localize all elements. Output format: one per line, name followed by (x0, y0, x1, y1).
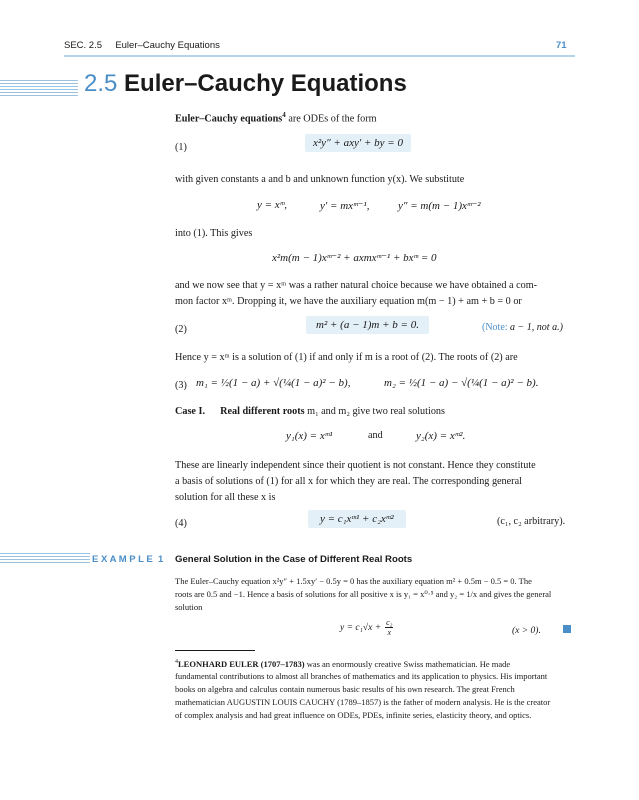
section-heading-rules (0, 80, 78, 96)
footnote-rule (175, 650, 255, 651)
footnote-line-2: fundamental contributions to almost all branches of mathematics and its application to physics. His important (175, 671, 548, 681)
footnote-line-3: books on algebra and calculus contain numerous basic results of his own research. The great French (175, 684, 515, 694)
case-rest: m₁ and m₂ give two real solutions (304, 406, 445, 417)
solution-fraction (385, 618, 393, 637)
eq2-note (482, 322, 563, 333)
paragraph-given: with given constants a and b and unknown function y(x). We substitute (175, 174, 465, 185)
eq2-note-rest: a − 1, not a.) (510, 322, 563, 333)
paragraph-into: into (1). This gives (175, 228, 253, 239)
example-line-1: The Euler–Cauchy equation x²y″ + 1.5xy′ − 0.5y = 0 has the auxiliary equation m² + 0.5m − 0.5 = 0. The (175, 576, 532, 586)
intro-rest: are ODEs of the form (285, 113, 377, 125)
case-title: Real different roots (220, 406, 305, 417)
example-line-2: roots are 0.5 and −1. Hence a basis of solutions for all positive x is y₁ = x⁰·⁵ and y₂ = 1/x and gives the general (175, 589, 552, 599)
paragraph-indep-1: These are linearly independent since their quotient is not constant. Hence they constitute (175, 460, 536, 471)
eq4-label: (4) (175, 518, 187, 529)
eq4-note: (c₁, c₂ arbitrary). (497, 516, 566, 527)
eq2: m² + (a − 1)m + b = 0. (306, 316, 429, 334)
intro-bold: Euler–Cauchy equations (175, 113, 283, 125)
eq2-box (306, 319, 429, 331)
solution-numerator: c₂ (386, 618, 393, 627)
eq1-box (305, 137, 411, 149)
footnote-line1-rest: was an enormously creative Swiss mathematician. He made (304, 658, 511, 669)
paragraph-hence: Hence y = xᵐ is a solution of (1) if and only if m is a root of (2). The roots of (2) are (175, 352, 518, 363)
footnote-mark: 4 (175, 659, 178, 665)
eq3-m1: m₁ = ½(1 − a) + √(¼(1 − a)² − b), (196, 377, 351, 389)
eq2-label: (2) (175, 324, 187, 335)
eq1-label: (1) (175, 142, 187, 153)
end-of-example-icon (563, 625, 571, 633)
example-rules (0, 553, 90, 565)
section-number: 2.5 (84, 70, 118, 97)
footnote-name: LEONHARD EULER (1707–1783) (178, 658, 305, 669)
paragraph-indep-3: solution for all these x is (175, 492, 276, 503)
paragraph-and-1: and we now see that y = xᵐ was a rather natural choice because we have obtained a com- (175, 280, 538, 291)
header-title: Euler–Cauchy Equations (115, 40, 220, 51)
eq-sub-1: y = xᵐ, (257, 199, 288, 211)
eq-y2: y₂(x) = xᵐ². (416, 430, 466, 442)
section-heading (84, 70, 407, 98)
eq-sub-2: y′ = mxᵐ⁻¹, (320, 200, 370, 212)
example-solution (340, 618, 393, 637)
eq-sub-3: y″ = m(m − 1)xᵐ⁻² (398, 200, 481, 212)
solution-condition: (x > 0). (512, 626, 541, 636)
eq4-box (308, 513, 406, 525)
case-heading (175, 404, 445, 420)
footnote-line-4: mathematician AUGUSTIN LOUIS CAUCHY (1789–1857) is the father of modern analysis. He is the creator (175, 697, 551, 707)
example-line-3: solution (175, 602, 203, 612)
intro-line (175, 108, 377, 127)
header-section: SEC. 2.5 (64, 40, 103, 51)
eq2-note-label: (Note: (482, 322, 508, 333)
eq-y1: y₁(x) = xᵐ¹ (286, 430, 333, 442)
case-label: Case I. (175, 406, 205, 417)
paragraph-and-2: mon factor xᵐ. Dropping it, we have the auxiliary equation m(m − 1) + am + b = 0 or (175, 296, 522, 307)
eq1: x²y″ + axy′ + by = 0 (305, 134, 411, 152)
eq3-m2: m₂ = ½(1 − a) − √(¼(1 − a)² − b). (384, 377, 539, 389)
example-title: General Solution in the Case of Different Real Roots (175, 554, 413, 565)
solution-lhs: y = c₁√x + (340, 622, 382, 633)
eq3-label: (3) (175, 380, 187, 391)
footnote-line-5: of complex analysis and had great influence on ODEs, PDEs, infinite series, elasticity theory, and optics. (175, 710, 532, 720)
paragraph-indep-2: a basis of solutions of (1) for all x for which they are real. The corresponding general (175, 476, 522, 487)
footnote-line-1 (175, 656, 510, 670)
footnote-ref: 4 (282, 111, 286, 119)
eq-gives: x²m(m − 1)xᵐ⁻² + axmxᵐ⁻¹ + bxᵐ = 0 (272, 252, 437, 264)
solution-denominator: x (387, 628, 392, 637)
page-number: 71 (556, 40, 567, 51)
section-title: Euler–Cauchy Equations (124, 70, 407, 97)
header-rule (64, 55, 575, 57)
eq-and: and (368, 430, 383, 441)
running-header (64, 40, 574, 51)
eq4: y = c₁xᵐ¹ + c₂xᵐ² (308, 510, 406, 528)
example-label: E X A M P L E 1 (92, 554, 164, 565)
